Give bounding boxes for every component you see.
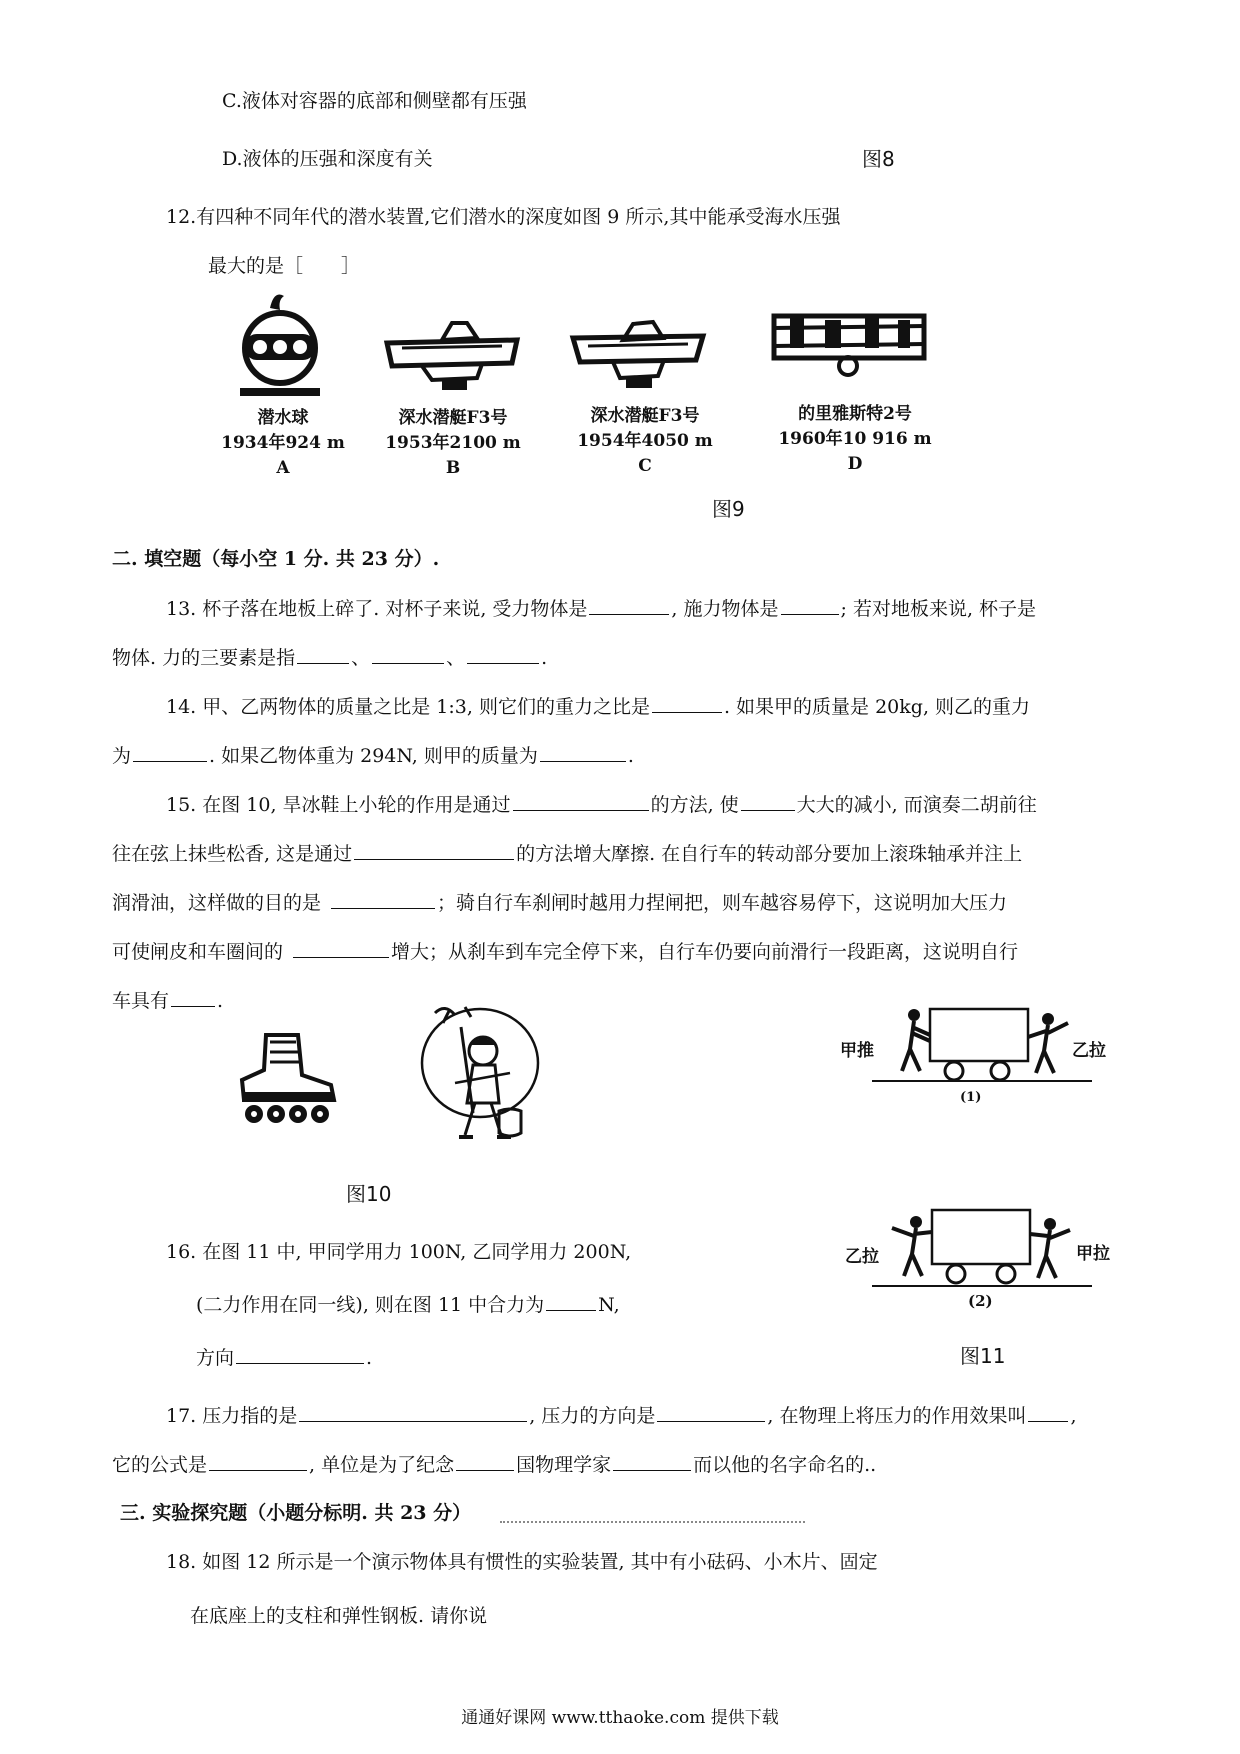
blank[interactable] (613, 1452, 691, 1471)
figure-9-label: 图9 (712, 497, 745, 521)
bathysphere-drawing (240, 288, 320, 403)
fig11-top-number: (1) (960, 1090, 982, 1105)
device-a-year-depth: 1934年924 m (221, 433, 345, 453)
question-16-line-1: 16. 在图 11 中, 甲同学用力 100N, 乙同学用力 200N, (166, 1241, 632, 1263)
blank[interactable] (456, 1452, 514, 1471)
fig11-top-left-label: 甲推 (840, 1041, 874, 1061)
question-15-line-1: 15. 在图 10, 旱冰鞋上小轮的作用是通过 的方法, 使 大大的减小, 而演奏二胡前往 (166, 794, 1037, 816)
device-a-name: 潜水球 (257, 408, 309, 428)
section-2-title: 二. 填空题（每小空 1 分. 共 23 分）. (112, 548, 440, 570)
device-d-letter: D (847, 454, 863, 474)
question-13-line-1: 13. 杯子落在地板上碎了. 对杯子来说, 受力物体是 , 施力物体是 ; 若对地板来说, 杯子是 (166, 598, 1037, 620)
blank[interactable] (293, 939, 389, 958)
question-14-line-1: 14. 甲、乙两物体的质量之比是 1:3, 则它们的重力之比是 . 如果甲的质量是 20kg, 则乙的重力 (166, 696, 1031, 718)
figure-11-push-pull-2 (872, 1210, 1092, 1290)
question-18-line-1: 18. 如图 12 所示是一个演示物体具有惯性的实验装置, 其中有小砝码、小木片、固定 (166, 1551, 878, 1573)
question-12-stem: 12.有四种不同年代的潜水装置,它们潜水的深度如图 9 所示,其中能承受海水压强 (166, 206, 841, 228)
question-14-line-2: 为 . 如果乙物体重为 294N, 则甲的质量为 . (112, 745, 634, 767)
fig11-bottom-left-label: 乙拉 (845, 1247, 879, 1267)
question-15-line-3: 润滑油，这样做的目的是 ；骑自行车刹闸时越用力捏闸把，则车越容易停下，这说明加大压力 (112, 892, 1008, 914)
question-17-line-2: 它的公式是 , 单位是为了纪念 国物理学家 而以他的名字命名的.. (112, 1454, 877, 1476)
fig11-bottom-right-label: 甲拉 (1076, 1244, 1110, 1264)
blank[interactable] (657, 1403, 765, 1422)
blank[interactable] (546, 1292, 596, 1311)
blank[interactable] (781, 596, 839, 615)
device-c-name: 深水潜艇F3号 (590, 406, 700, 426)
question-16-line-2: (二力作用在同一线), 则在图 11 中合力为 N, (196, 1294, 620, 1316)
blank[interactable] (741, 792, 795, 811)
device-c-year-depth: 1954年4050 m (577, 431, 713, 451)
device-b-year-depth: 1953年2100 m (385, 433, 521, 453)
blank[interactable] (540, 743, 626, 762)
page-footer: 通通好课网 www.tthaoke.com 提供下载 (461, 1708, 779, 1728)
device-d-name: 的里雅斯特2号 (798, 404, 912, 424)
blank[interactable] (331, 890, 435, 909)
blank[interactable] (467, 645, 539, 664)
blank[interactable] (171, 988, 215, 1007)
blank[interactable] (297, 645, 349, 664)
figure-11-label: 图11 (960, 1344, 1006, 1368)
device-d-year-depth: 1960年10 916 m (778, 429, 932, 449)
blank[interactable] (372, 645, 444, 664)
question-16-line-3: 方向 . (196, 1347, 373, 1369)
fig11-top-right-label: 乙拉 (1072, 1041, 1106, 1061)
blank[interactable] (299, 1403, 527, 1422)
blank[interactable] (589, 596, 669, 615)
blank[interactable] (133, 743, 207, 762)
question-15-line-4: 可使闸皮和车圈间的 增大；从刹车到车完全停下来，自行车仍要向前滑行一段距离，这说明自行 (112, 941, 1019, 963)
device-b-name: 深水潜艇F3号 (398, 408, 508, 428)
question-15-line-2: 往在弦上抹些松香, 这是通过 的方法增大摩擦. 在自行车的转动部分要加上滚珠轴承并注上 (112, 843, 1023, 865)
trieste-drawing (770, 308, 930, 378)
figure-10-label: 图10 (346, 1182, 392, 1206)
question-13-line-2: 物体. 力的三要素是指 、 、 . (112, 647, 548, 669)
figure-11-push-pull-1 (872, 1005, 1092, 1085)
blank[interactable] (354, 841, 514, 860)
submarine-b-drawing (382, 318, 522, 398)
question-12-stem-2: 最大的是［ ］ (208, 255, 361, 277)
blank[interactable] (652, 694, 722, 713)
figure-8-label: 图8 (862, 147, 895, 171)
blank[interactable] (1028, 1403, 1068, 1422)
blank[interactable] (513, 792, 649, 811)
option-d: D.液体的压强和深度有关 (222, 148, 433, 170)
dotted-line (500, 1521, 805, 1523)
device-a-letter: A (276, 458, 290, 478)
blank[interactable] (209, 1452, 307, 1471)
submarine-c-drawing (568, 316, 708, 396)
device-c-letter: C (638, 456, 652, 476)
erhu-player-drawing (415, 1003, 545, 1153)
question-15-line-5: 车具有 . (112, 990, 224, 1012)
question-18-line-2: 在底座上的支柱和弹性钢板. 请你说 (190, 1605, 488, 1627)
section-3-title: 三. 实验探究题（小题分标明. 共 23 分） (120, 1502, 472, 1524)
option-c: C.液体对容器的底部和侧壁都有压强 (222, 90, 527, 112)
device-b-letter: B (445, 458, 461, 478)
roller-skate-drawing (236, 1030, 341, 1125)
question-17-line-1: 17. 压力指的是 , 压力的方向是 , 在物理上将压力的作用效果叫 , (166, 1405, 1077, 1427)
blank[interactable] (236, 1345, 364, 1364)
fig11-bottom-number: (2) (968, 1292, 993, 1310)
